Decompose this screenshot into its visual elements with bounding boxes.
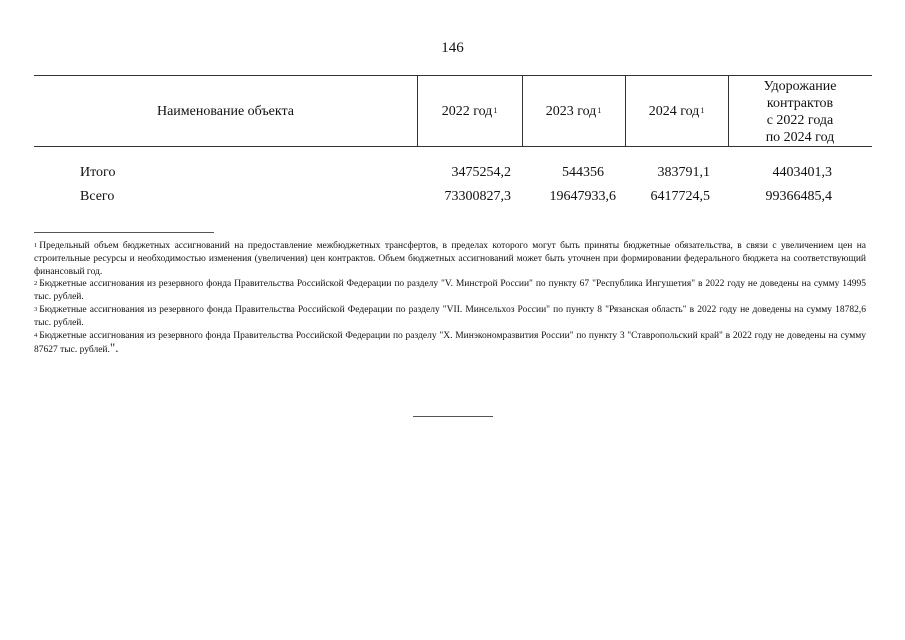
footnote-4 (34, 330, 866, 358)
footnote-1-mark: 1 (34, 242, 38, 249)
footnote-separator (34, 232, 214, 233)
row-total-2024: 383791,1 (657, 165, 710, 180)
header-cost-increase-line-2: контрактов (766, 96, 834, 111)
header-cost-increase-line-3: с 2022 года (766, 113, 834, 128)
header-2023-text: 2023 год (545, 104, 597, 119)
footnote-1 (34, 240, 866, 278)
footnote-3-mark: 3 (34, 305, 38, 313)
header-object-name (34, 103, 417, 121)
row-grand-total-2024: 6417724,5 (650, 189, 710, 204)
header-object-name-text: Наименование объекта (156, 104, 295, 119)
header-cost-increase-line-1: Удорожание (763, 79, 837, 94)
bottom-short-rule (413, 416, 493, 417)
header-cost-increase-line-4: по 2024 год (765, 130, 835, 145)
footnote-1-text: Предельный объем бюджетных ассигнований на предоставление межбюджетных трансфертов, в пределах которого могут быть приняты бюджетные обязательства, в связи с увеличением цен на строительные ресурсы и необходимостью изменения (увеличения) цен контрактов. Объем бюджетных ассигнований может быть уточнен при формировании федерального бюджета на соответствующий финансовый год. (34, 241, 866, 277)
header-2024-text: 2024 год (648, 104, 700, 119)
header-2023 (522, 103, 625, 121)
row-total-2022: 3475254,2 (451, 165, 511, 180)
table-top-rule (34, 75, 872, 76)
footnote-2 (34, 278, 866, 304)
row-grand-total-name: Всего (80, 189, 115, 204)
header-2023-note-mark: 1 (597, 106, 602, 115)
footnotes (34, 240, 866, 357)
header-2024 (625, 103, 728, 121)
footnote-4-text: Бюджетные ассигнования из резервного фонда Правительства Российской Федерации по разделу "X. Минэкономразвития России" по пункту 3 "Ставропольский край" в 2022 году не доведены на сумму 87627 тыс. рублей. (34, 330, 866, 356)
row-grand-total-2023: 19647933,6 (549, 189, 616, 204)
table-header-bottom-rule (34, 146, 872, 147)
header-cost-increase (728, 78, 872, 146)
header-2022-note-mark: 1 (493, 106, 498, 115)
footnote-3 (34, 304, 866, 330)
row-total-2023: 544356 (562, 165, 604, 180)
header-2022 (417, 103, 522, 121)
page-number: 146 (441, 40, 464, 56)
footnote-4-mark: 4 (34, 331, 38, 339)
footnote-4-closing-mark: ". (109, 340, 119, 356)
footnote-2-mark: 2 (34, 280, 38, 288)
row-grand-total-increase: 99366485,4 (765, 189, 832, 204)
row-total-increase: 4403401,3 (772, 165, 832, 180)
row-grand-total-2022: 73300827,3 (444, 189, 511, 204)
header-2024-note-mark: 1 (700, 106, 705, 115)
row-total-name: Итого (80, 165, 116, 180)
header-2022-text: 2022 год (441, 104, 493, 119)
footnote-2-text: Бюджетные ассигнования из резервного фонда Правительства Российской Федерации по разделу "V. Минстрой России" по пункту 67 "Республика Ингушетия" в 2022 году не доведены на сумму 14995 тыс. рублей. (34, 279, 866, 303)
footnote-3-text: Бюджетные ассигнования из резервного фонда Правительства Российской Федерации по разделу "VII. Минсельхоз России" по пункту 8 "Рязанская область" в 2022 году не доведены на сумму 18782,6 тыс. рублей. (34, 304, 866, 328)
